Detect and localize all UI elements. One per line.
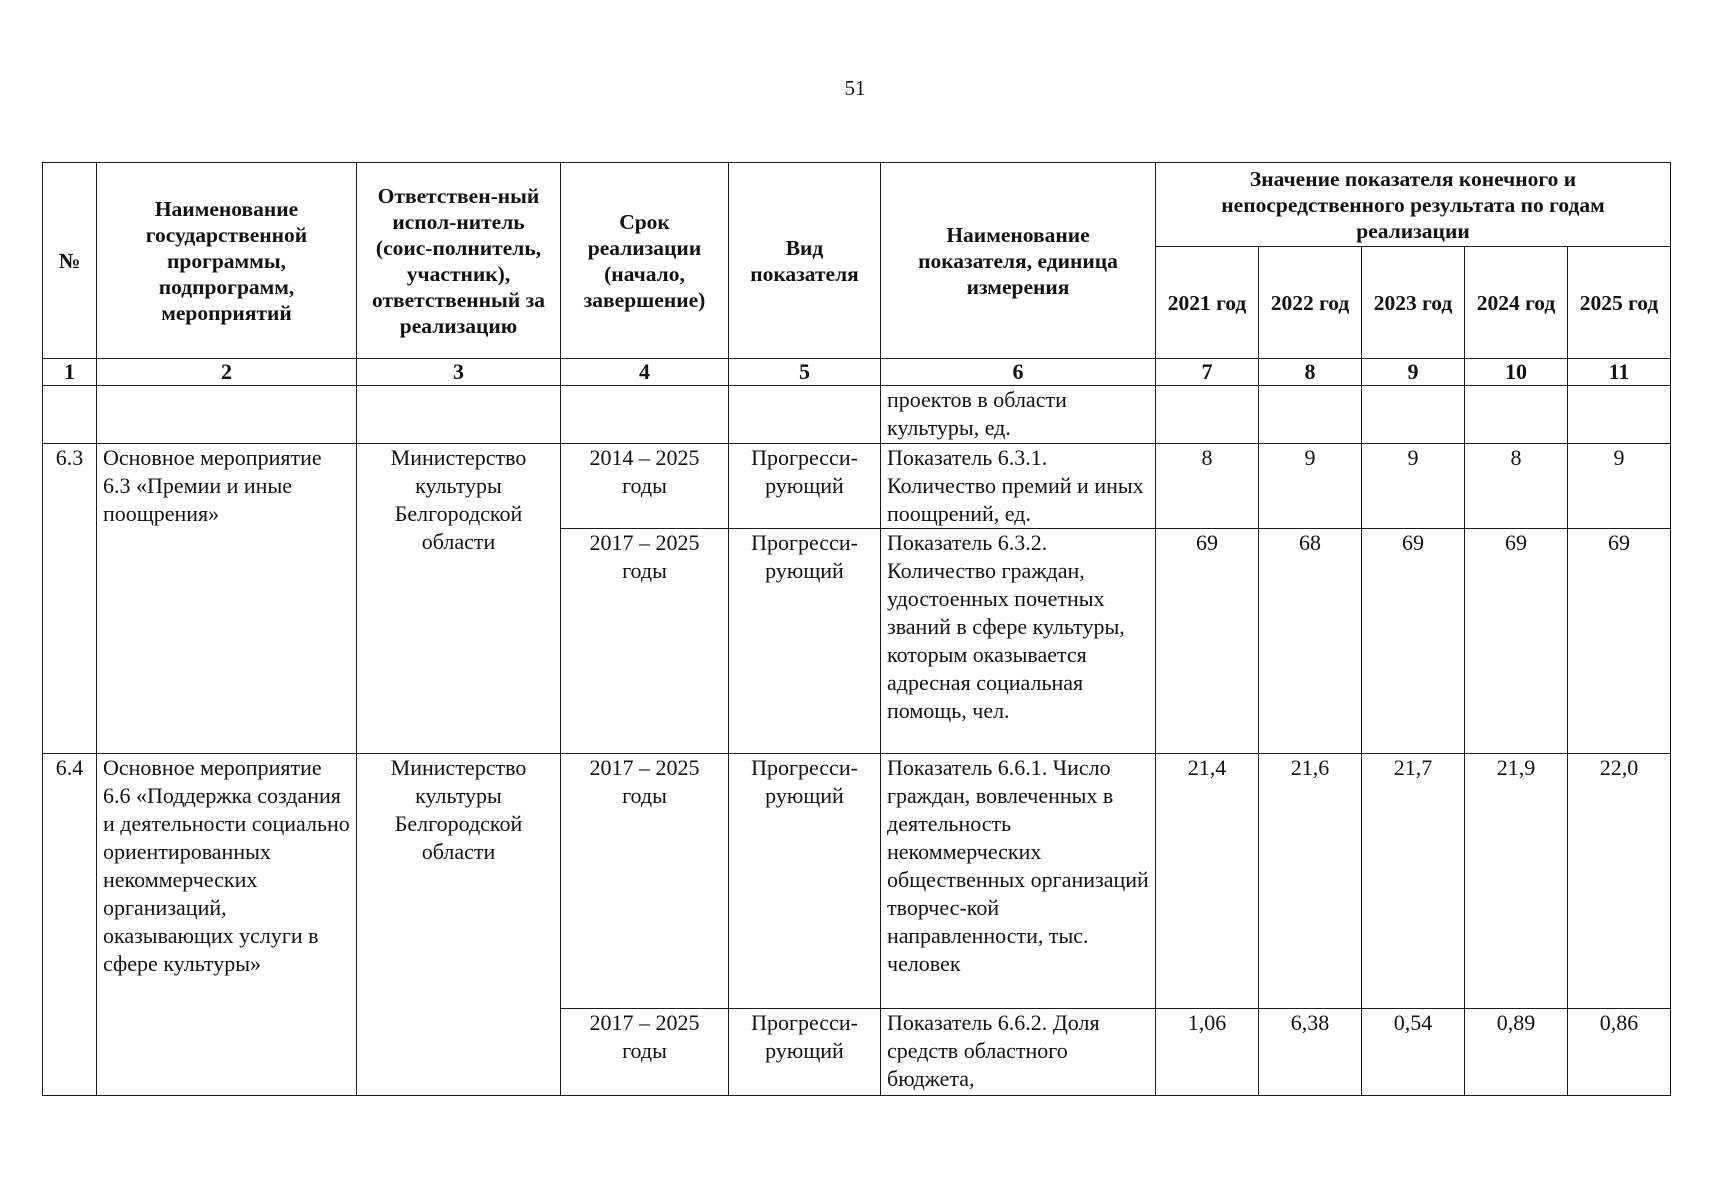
header-term: Срок реализации (начало, завершение) bbox=[561, 163, 729, 359]
table-cell bbox=[97, 386, 357, 444]
value-2021: 1,06 bbox=[1156, 1009, 1259, 1096]
term-cell: 2014 – 2025 годы bbox=[561, 444, 729, 529]
indicators-table bbox=[42, 162, 1671, 1096]
event-name: Основное мероприятие 6.3 «Премии и иные поощрения» bbox=[97, 444, 357, 754]
value-2025: 22,0 bbox=[1568, 754, 1671, 1009]
header-year-2021: 2021 год bbox=[1156, 247, 1259, 359]
table-cell bbox=[729, 386, 881, 444]
header-values-group: Значение показателя конечного и непосредственного результата по годам реализации bbox=[1156, 163, 1671, 247]
column-number: 10 bbox=[1465, 359, 1568, 386]
column-number: 6 bbox=[881, 359, 1156, 386]
value-2025: 0,86 bbox=[1568, 1009, 1671, 1096]
value-2024: 8 bbox=[1465, 444, 1568, 529]
value-2021: 21,4 bbox=[1156, 754, 1259, 1009]
value-2021: 69 bbox=[1156, 529, 1259, 754]
header-year-2023: 2023 год bbox=[1362, 247, 1465, 359]
indicator-cell: Показатель 6.3.1. Количество премий и иных поощрений, ед. bbox=[881, 444, 1156, 529]
term-cell: 2017 – 2025 годы bbox=[561, 529, 729, 754]
header-indicator: Наименование показателя, единица измерения bbox=[881, 163, 1156, 359]
table-cell bbox=[43, 386, 97, 444]
column-number: 2 bbox=[97, 359, 357, 386]
row-number: 6.3 bbox=[43, 444, 97, 754]
value-2022: 21,6 bbox=[1259, 754, 1362, 1009]
indicator-cell: Показатель 6.3.2. Количество граждан, удостоенных почетных званий в сфере культуры, которым оказывается адресная социальная помощь, чел. bbox=[881, 529, 1156, 754]
value-2022: 68 bbox=[1259, 529, 1362, 754]
table-row bbox=[43, 444, 1671, 529]
continuation-row bbox=[43, 386, 1671, 444]
value-2025: 69 bbox=[1568, 529, 1671, 754]
table-cell bbox=[1156, 386, 1259, 444]
value-2022: 6,38 bbox=[1259, 1009, 1362, 1096]
header-year-2024: 2024 год bbox=[1465, 247, 1568, 359]
value-2023: 21,7 bbox=[1362, 754, 1465, 1009]
column-number: 8 bbox=[1259, 359, 1362, 386]
responsible-executor: Министерство культуры Белгородской области bbox=[357, 754, 561, 1096]
column-number: 9 bbox=[1362, 359, 1465, 386]
table-cell bbox=[1568, 386, 1671, 444]
value-2021: 8 bbox=[1156, 444, 1259, 529]
value-2023: 0,54 bbox=[1362, 1009, 1465, 1096]
table-cell bbox=[1465, 386, 1568, 444]
value-2025: 9 bbox=[1568, 444, 1671, 529]
header-type: Вид показателя bbox=[729, 163, 881, 359]
column-number: 7 bbox=[1156, 359, 1259, 386]
indicator-cell: проектов в области культуры, ед. bbox=[881, 386, 1156, 444]
indicator-type: Прогресси-рующий bbox=[729, 1009, 881, 1096]
responsible-executor: Министерство культуры Белгородской области bbox=[357, 444, 561, 754]
header-row-top bbox=[43, 163, 1671, 247]
value-2023: 9 bbox=[1362, 444, 1465, 529]
indicator-type: Прогресси-рующий bbox=[729, 754, 881, 1009]
column-number: 5 bbox=[729, 359, 881, 386]
value-2024: 69 bbox=[1465, 529, 1568, 754]
indicator-cell: Показатель 6.6.1. Число граждан, вовлеченных в деятельность некоммерческих общественных организаций творчес-кой направленности, тыс. человек bbox=[881, 754, 1156, 1009]
table-cell bbox=[1259, 386, 1362, 444]
event-name: Основное мероприятие 6.6 «Поддержка создания и деятельности социально ориентированных некоммерческих организаций, оказывающих услуги в сфере культуры» bbox=[97, 754, 357, 1096]
header-responsible: Ответствен-ный испол-нитель (соис-полнитель, участник), ответственный за реализацию bbox=[357, 163, 561, 359]
column-number: 3 bbox=[357, 359, 561, 386]
indicator-cell: Показатель 6.6.2. Доля средств областного бюджета, bbox=[881, 1009, 1156, 1096]
header-year-2025: 2025 год bbox=[1568, 247, 1671, 359]
column-number: 1 bbox=[43, 359, 97, 386]
row-number: 6.4 bbox=[43, 754, 97, 1096]
indicator-type: Прогресси-рующий bbox=[729, 444, 881, 529]
table-cell bbox=[561, 386, 729, 444]
indicator-type: Прогресси-рующий bbox=[729, 529, 881, 754]
term-cell: 2017 – 2025 годы bbox=[561, 1009, 729, 1096]
value-2023: 69 bbox=[1362, 529, 1465, 754]
page-number: 51 bbox=[844, 76, 866, 100]
value-2024: 21,9 bbox=[1465, 754, 1568, 1009]
table-row bbox=[43, 754, 1671, 1009]
header-name: Наименование государственной программы, подпрограмм, мероприятий bbox=[97, 163, 357, 359]
table-cell bbox=[357, 386, 561, 444]
column-number: 11 bbox=[1568, 359, 1671, 386]
table-cell bbox=[1362, 386, 1465, 444]
column-number: 4 bbox=[561, 359, 729, 386]
term-cell: 2017 – 2025 годы bbox=[561, 754, 729, 1009]
header-year-2022: 2022 год bbox=[1259, 247, 1362, 359]
header-no: № bbox=[43, 163, 97, 359]
value-2024: 0,89 bbox=[1465, 1009, 1568, 1096]
column-numbers-row bbox=[43, 359, 1671, 386]
value-2022: 9 bbox=[1259, 444, 1362, 529]
